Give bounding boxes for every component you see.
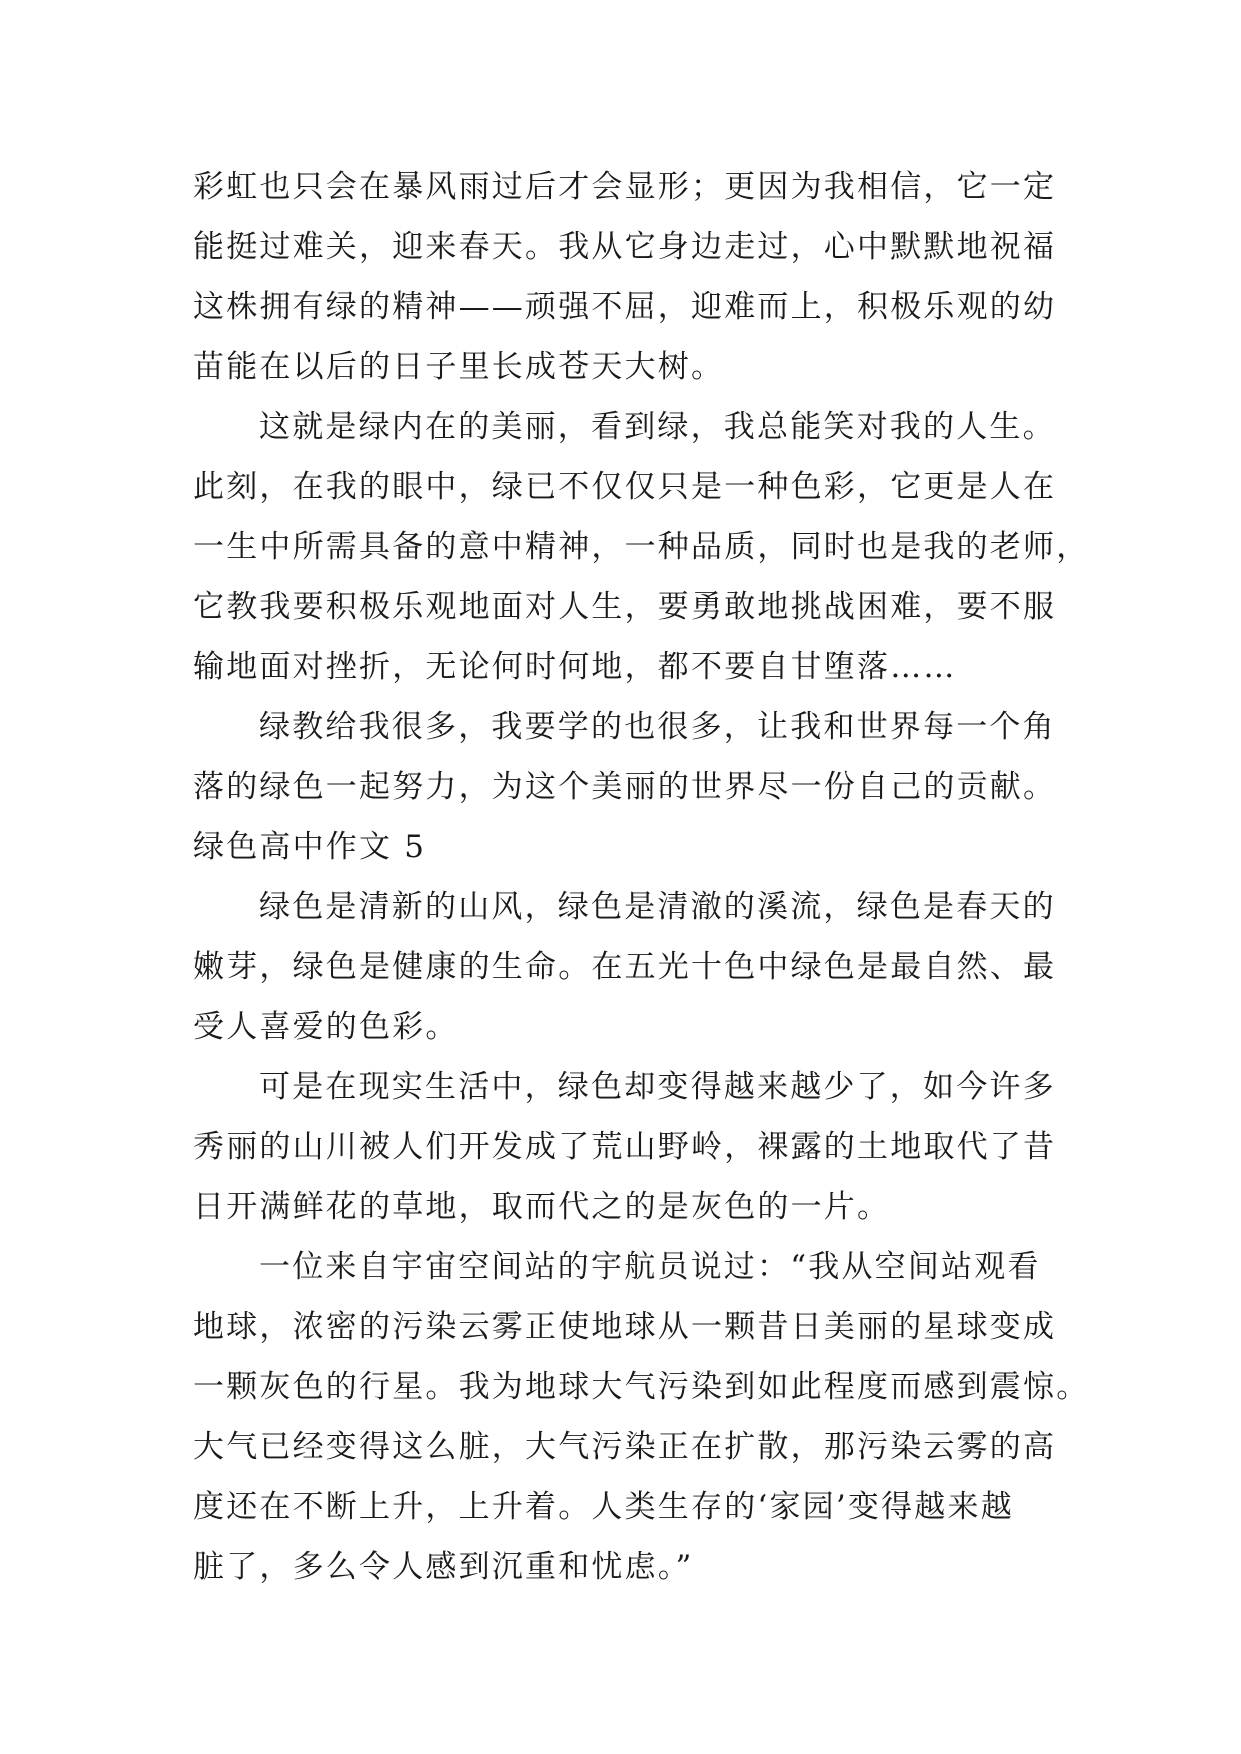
paragraph-first-line: 这就是绿内在的美丽，看到绿，我总能笑对我的人生。 (259, 409, 1056, 445)
text-line: 此刻，在我的眼中，绿已不仅仅只是一种色彩，它更是人在 (193, 469, 1057, 505)
text-line: 地球，浓密的污染云雾正使地球从一颗昔日美丽的星球变成 (193, 1309, 1057, 1345)
text-line: 日开满鲜花的草地，取而代之的是灰色的一片。 (193, 1189, 891, 1225)
text-line: 能挺过难关，迎来春天。我从它身边走过，心中默默地祝福 (193, 229, 1057, 265)
paragraph-first-line: 绿色是清新的山风，绿色是清澈的溪流，绿色是春天的 (259, 889, 1056, 925)
essay-body (193, 157, 1090, 1597)
text-line: 落的绿色一起努力，为这个美丽的世界尽一份自己的贡献。 (193, 769, 1057, 805)
paragraph-first-line: 一位来自宇宙空间站的宇航员说过：“我从空间站观看 (259, 1249, 1041, 1285)
section-heading: 绿色高中作文 5 (193, 829, 427, 865)
text-line: 受人喜爱的色彩。 (193, 1009, 459, 1045)
text-line: 嫩芽，绿色是健康的生命。在五光十色中绿色是最自然、最 (193, 949, 1057, 985)
text-line: 输地面对挫折，无论何时何地，都不要自甘堕落…… (193, 649, 957, 685)
text-line: 脏了，多么令人感到沉重和忧虑。” (193, 1549, 694, 1585)
text-line: 秀丽的山川被人们开发成了荒山野岭，裸露的土地取代了昔 (193, 1129, 1057, 1165)
text-line: 度还在不断上升，上升着。人类生存的‘家园’变得越来越 (193, 1489, 1014, 1525)
paragraph-first-line: 绿教给我很多，我要学的也很多，让我和世界每一个角 (259, 709, 1056, 745)
text-line: 它教我要积极乐观地面对人生，要勇敢地挑战困难，要不服 (193, 589, 1057, 625)
text-line: 这株拥有绿的精神——顽强不屈，迎难而上，积极乐观的幼 (193, 289, 1057, 325)
text-line: 大气已经变得这么脏，大气污染正在扩散，那污染云雾的高 (193, 1429, 1057, 1465)
paragraph-first-line: 可是在现实生活中，绿色却变得越来越少了，如今许多 (259, 1069, 1056, 1105)
text-line: 彩虹也只会在暴风雨过后才会显形；更因为我相信，它一定 (193, 169, 1057, 205)
text-line: 苗能在以后的日子里长成苍天大树。 (193, 349, 725, 385)
text-line: 一颗灰色的行星。我为地球大气污染到如此程度而感到震惊。 (193, 1369, 1090, 1405)
text-line: 一生中所需具备的意中精神，一种品质，同时也是我的老师， (193, 529, 1090, 565)
